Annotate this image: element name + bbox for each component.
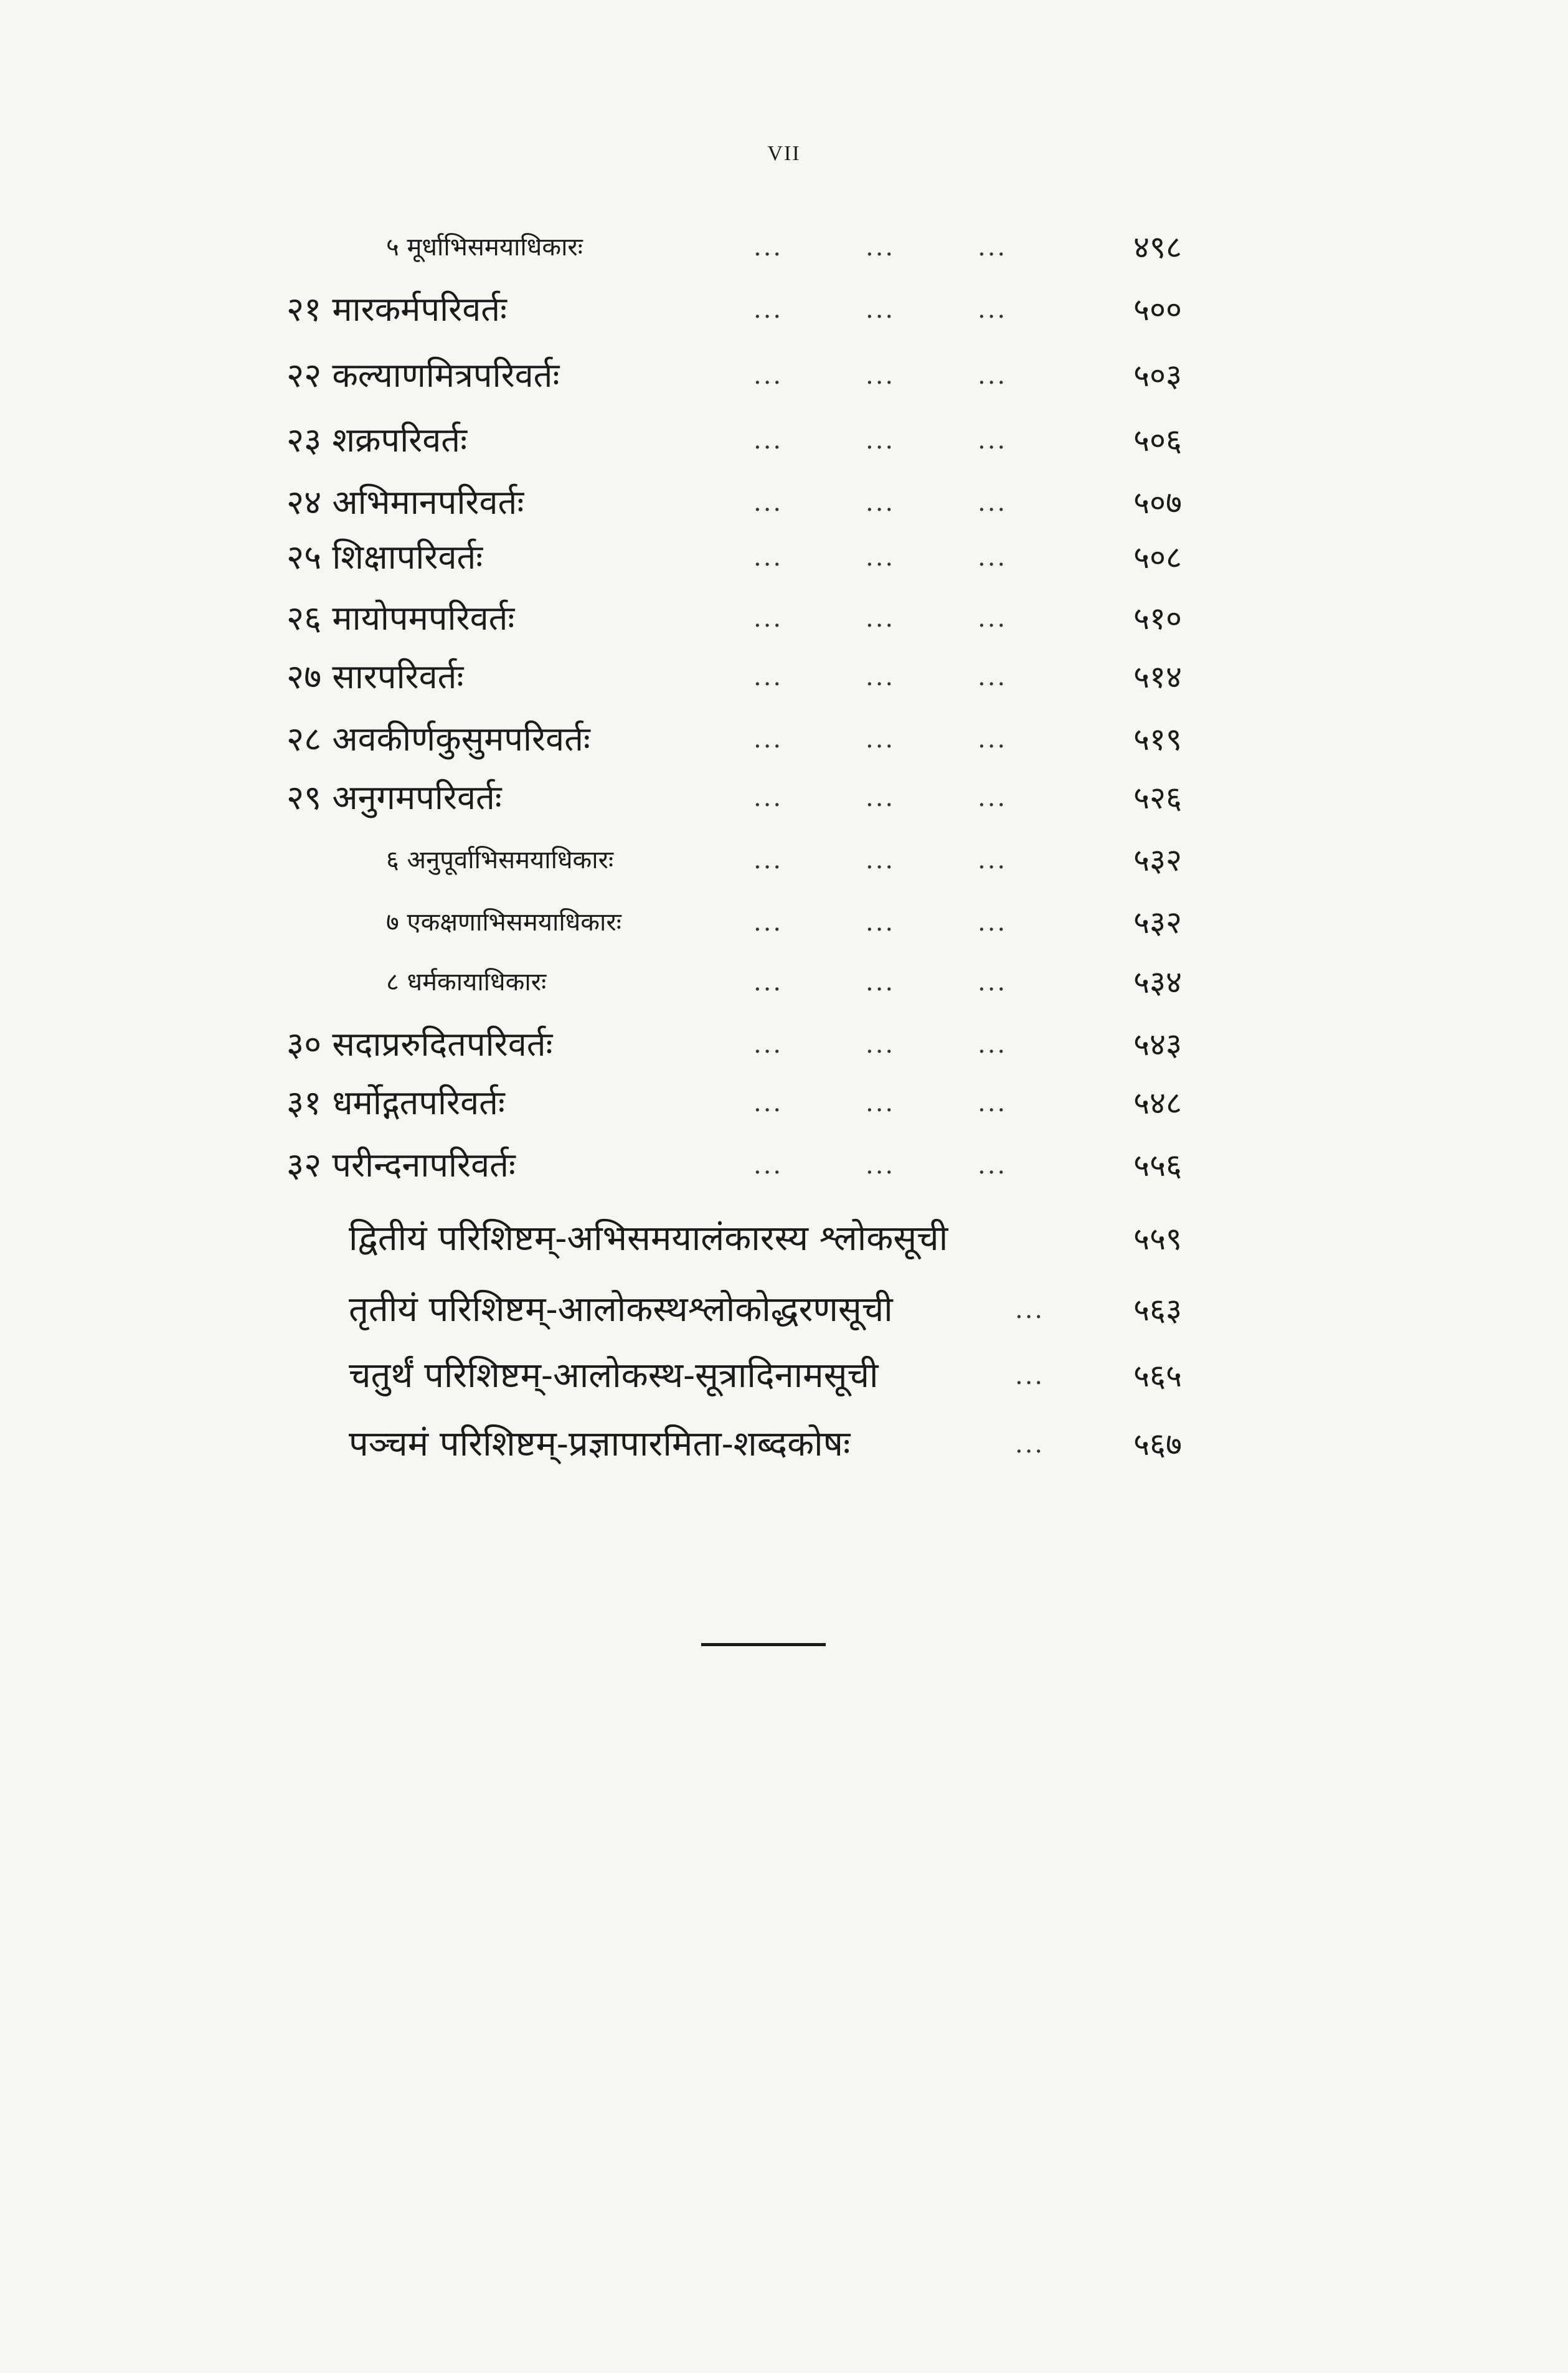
toc-entry-page: ५६५: [1133, 1358, 1182, 1394]
dot-leader: ...: [866, 1151, 895, 1180]
dot-leader: ...: [753, 663, 783, 691]
toc-entry-title: २९ अनुगमपरिवर्तः: [286, 778, 502, 817]
toc-entry-page: ५६७: [1133, 1426, 1182, 1462]
dot-leader: ...: [978, 784, 1008, 812]
toc-entry-page: ५१४: [1133, 659, 1182, 695]
toc-entry: [0, 1075, 1568, 1131]
dot-leader: ...: [978, 1151, 1008, 1180]
dot-leader: ...: [753, 233, 783, 262]
toc-entry-page: ५४८: [1133, 1085, 1182, 1121]
toc-entry-title: ८ धर्मकायाधिकारः: [386, 968, 547, 997]
toc-entry-title: २५ शिक्षापरिवर्तः: [286, 538, 483, 577]
toc-entry: [0, 1282, 1568, 1338]
toc-entry-page: ५१९: [1133, 721, 1182, 757]
dot-leader: ...: [753, 1089, 783, 1117]
dot-leader: ...: [866, 1030, 895, 1059]
toc-entry: [0, 412, 1568, 468]
toc-entry-title: ३० सदाप्ररुदितपरिवर्तः: [286, 1025, 553, 1064]
toc-entry-page: ५५६: [1133, 1147, 1182, 1183]
dot-leader: ...: [753, 295, 783, 324]
toc-entry-title: ३१ धर्मोद्गतपरिवर्तः: [286, 1083, 505, 1122]
toc-entry-title: २२ कल्याणमित्रपरिवर्तः: [286, 356, 560, 395]
toc-entry-title: चतुर्थं परिशिष्टम्-आलोकस्थ-सूत्रादिनामसूची: [349, 1355, 879, 1396]
dot-leader: ...: [978, 1030, 1008, 1059]
dot-leader: ...: [866, 488, 895, 517]
dot-leader: ...: [1015, 1295, 1045, 1324]
dot-leader: ...: [978, 725, 1008, 754]
toc-entry-title: २१ मारकर्मपरिवर्तः: [286, 290, 507, 329]
dot-leader: ...: [866, 604, 895, 633]
toc-entry-page: ४९८: [1133, 229, 1182, 265]
toc-entry: [0, 1211, 1568, 1267]
toc-entry-title: ३२ परीन्दनापरिवर्तः: [286, 1145, 516, 1185]
toc-entry-title: द्वितीयं परिशिष्टम्-अभिसमयालंकारस्य श्लोकसूची: [349, 1218, 948, 1259]
toc-entry-title: २७ सारपरिवर्तः: [286, 657, 464, 696]
toc-entry: [0, 475, 1568, 531]
toc-entry-page: ५००: [1133, 291, 1182, 328]
dot-leader: ...: [978, 361, 1008, 390]
dot-leader: ...: [753, 426, 783, 455]
toc-entry-page: ५२६: [1133, 780, 1182, 816]
dot-leader: ...: [866, 1089, 895, 1117]
dot-leader: ...: [1015, 1430, 1045, 1459]
dot-leader: ...: [866, 233, 895, 262]
toc-entry: [0, 590, 1568, 647]
dot-leader: ...: [753, 725, 783, 754]
dot-leader: ...: [978, 604, 1008, 633]
dot-leader: ...: [978, 233, 1008, 262]
toc-entry-page: ५१०: [1133, 600, 1182, 637]
dot-leader: ...: [978, 488, 1008, 517]
toc-entry-title: तृतीयं परिशिष्टम्-आलोकस्थश्लोकोद्धरणसूची: [349, 1289, 893, 1330]
toc-entry-title: ६ अनुपूर्वाभिसमयाधिकारः: [386, 846, 614, 874]
dot-leader: ...: [866, 846, 895, 874]
toc-entry: [0, 1348, 1568, 1404]
dot-leader: ...: [753, 784, 783, 812]
dot-leader: ...: [866, 361, 895, 390]
toc-entry-title: २३ शक्रपरिवर्तः: [286, 420, 467, 460]
toc-entry: [0, 348, 1568, 404]
dot-leader: ...: [753, 846, 783, 874]
dot-leader: ...: [866, 295, 895, 324]
toc-entry-title: ७ एकक्षणाभिसमयाधिकारः: [386, 908, 621, 937]
dot-leader: ...: [753, 543, 783, 572]
toc-entry-page: ५३२: [1133, 842, 1182, 878]
dot-leader: ...: [1015, 1362, 1045, 1390]
toc-entry: [0, 1416, 1568, 1472]
toc-entry-title: पञ्चमं परिशिष्टम्-प्रज्ञापारमिता-शब्दकोषः: [349, 1424, 851, 1464]
dot-leader: ...: [753, 1030, 783, 1059]
dot-leader: ...: [978, 846, 1008, 874]
page-number: VII: [767, 142, 801, 165]
toc-entry: [0, 894, 1568, 950]
toc-entry-title: २६ मायोपमपरिवर्तः: [286, 599, 515, 638]
toc-entry: [0, 954, 1568, 1010]
toc-entry: [0, 282, 1568, 338]
dot-leader: ...: [753, 488, 783, 517]
dot-leader: ...: [978, 295, 1008, 324]
toc-entry-title: ५ मूर्धाभिसमयाधिकारः: [386, 233, 583, 262]
toc-entry-page: ५०८: [1133, 539, 1182, 575]
toc-entry: [0, 770, 1568, 826]
dot-leader: ...: [978, 543, 1008, 572]
toc-entry: [0, 219, 1568, 275]
dot-leader: ...: [753, 968, 783, 997]
closing-rule: [701, 1643, 826, 1646]
dot-leader: ...: [753, 604, 783, 633]
toc-entry-page: ५३२: [1133, 904, 1182, 940]
dot-leader: ...: [978, 426, 1008, 455]
dot-leader: ...: [753, 361, 783, 390]
toc-entry: [0, 1137, 1568, 1193]
dot-leader: ...: [753, 908, 783, 937]
toc-entry: [0, 649, 1568, 705]
dot-leader: ...: [866, 784, 895, 812]
dot-leader: ...: [978, 1089, 1008, 1117]
dot-leader: ...: [866, 968, 895, 997]
toc-entry-page: ५६३: [1133, 1292, 1182, 1328]
toc-entry-page: ५०३: [1133, 358, 1182, 394]
dot-leader: ...: [866, 543, 895, 572]
toc-entry: [0, 1016, 1568, 1073]
dot-leader: ...: [866, 725, 895, 754]
toc-entry-title: २८ अवकीर्णकुसुमपरिवर्तः: [286, 719, 590, 759]
dot-leader: ...: [978, 908, 1008, 937]
toc-entry-page: ५०७: [1133, 485, 1182, 521]
toc-entry-page: ५५९: [1133, 1221, 1182, 1257]
toc-entry-title: २४ अभिमानपरिवर्तः: [286, 483, 524, 522]
toc-entry: [0, 529, 1568, 585]
toc-entry: [0, 711, 1568, 767]
dot-leader: ...: [866, 663, 895, 691]
dot-leader: ...: [753, 1151, 783, 1180]
toc-entry-page: ५३४: [1133, 964, 1182, 1000]
dot-leader: ...: [866, 908, 895, 937]
dot-leader: ...: [978, 968, 1008, 997]
toc-entry-page: ५०६: [1133, 422, 1182, 458]
dot-leader: ...: [866, 426, 895, 455]
toc-entry-page: ५४३: [1133, 1026, 1182, 1063]
toc-entry: [0, 832, 1568, 888]
dot-leader: ...: [978, 663, 1008, 691]
